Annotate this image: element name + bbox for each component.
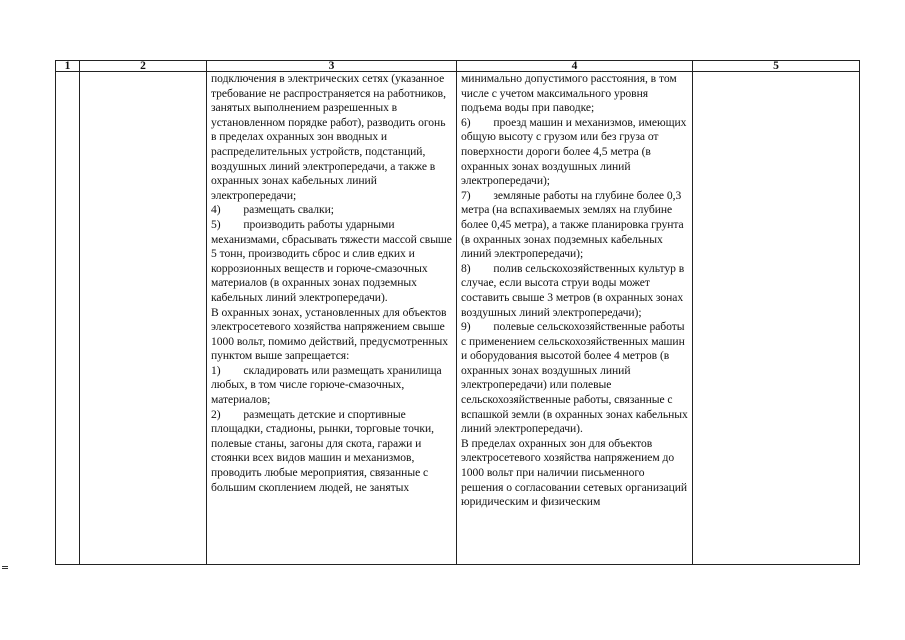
paragraph: 1) складировать или размещать хранилища любых, в том числе горюче-смазочных, материалов;	[211, 363, 442, 407]
column-header-2: 2	[80, 61, 207, 72]
column-header-5: 5	[693, 61, 860, 72]
cell-col-2-text	[84, 72, 202, 564]
cell-col-2	[80, 72, 207, 565]
table-row	[56, 72, 860, 565]
cell-col-5-text	[697, 72, 855, 564]
paragraph: 8) полив сельскохозяйственных культур в случае, если высота струи воды может составить свыше 3 метров (в охранных зонах воздушных линий электропередачи);	[461, 261, 685, 319]
paragraph: 9) полевые сельскохозяйственные работы с применением сельскохозяйственных машин и оборудования высотой более 4 метров (в охранных зонах воздушных линий электропередачи) или полевые сельскохозяйственные работы, связанные с вспашкой земли (в охранных зонах кабельных линий электропередачи).	[461, 320, 688, 436]
cell-col-5	[693, 72, 860, 565]
paragraph: минимально допустимого расстояния, в том числе с учетом максимального уровня подъема воды при паводке;	[461, 72, 677, 115]
column-header-1: 1	[56, 61, 80, 72]
paragraph: подключения в электрических сетях (указанное требование не распространяется на работников, занятых выполнением разрешенных в установленном порядке работ), разводить огонь в пределах охранных зон вводных и распределительных устройств, подстанций, воздушных линий электропередачи, а также в охранных зонах кабельных линий электропередачи;	[211, 72, 446, 202]
cell-col-1-text	[60, 72, 75, 564]
paragraph: 6) проезд машин и механизмов, имеющих общую высоту с грузом или без груза от поверхности дороги более 4,5 метра (в охранных зонах воздушных линий электропередачи);	[461, 115, 687, 188]
regulation-table	[55, 60, 860, 565]
paragraph: 2) размещать детские и спортивные площадки, стадионы, рынки, торговые точки, полевые станы, загоны для скота, гаражи и стоянки всех видов машин и механизмов, проводить любые мероприятия, связанные с большим скоплением людей, не занятых	[211, 407, 434, 494]
column-header-3: 3	[207, 61, 457, 72]
cell-col-4-text	[461, 72, 688, 564]
margin-scan-mark	[2, 566, 8, 572]
cell-col-4	[457, 72, 693, 565]
paragraph: 4) размещать свалки;	[211, 203, 334, 217]
cell-col-3	[207, 72, 457, 565]
paragraph: 7) земляные работы на глубине более 0,3 метра (на вспахиваемых землях на глубине более 0,45 метра), а также планировка грунта (в охранных зонах подземных кабельных линий электропередачи);	[461, 188, 684, 261]
cell-col-1	[56, 72, 80, 565]
paragraph: В охранных зонах, установленных для объектов электросетевого хозяйства напряжением свыше 1000 вольт, помимо действий, предусмотренных пунктом выше запрещается:	[211, 305, 449, 363]
table-header-row	[56, 61, 860, 72]
column-header-4: 4	[457, 61, 693, 72]
paragraph: 5) производить работы ударными механизмами, сбрасывать тяжести массой свыше 5 тонн, производить сброс и слив едких и коррозионных веществ и горюче-смазочных материалов (в охранных зонах подземных кабельных линий электропередачи).	[211, 217, 452, 304]
cell-col-3-text	[211, 72, 452, 564]
paragraph: В пределах охранных зон для объектов электросетевого хозяйства напряжением до 1000 вольт при наличии письменного решения о согласовании сетевых организаций юридическим и физическим	[461, 436, 688, 509]
